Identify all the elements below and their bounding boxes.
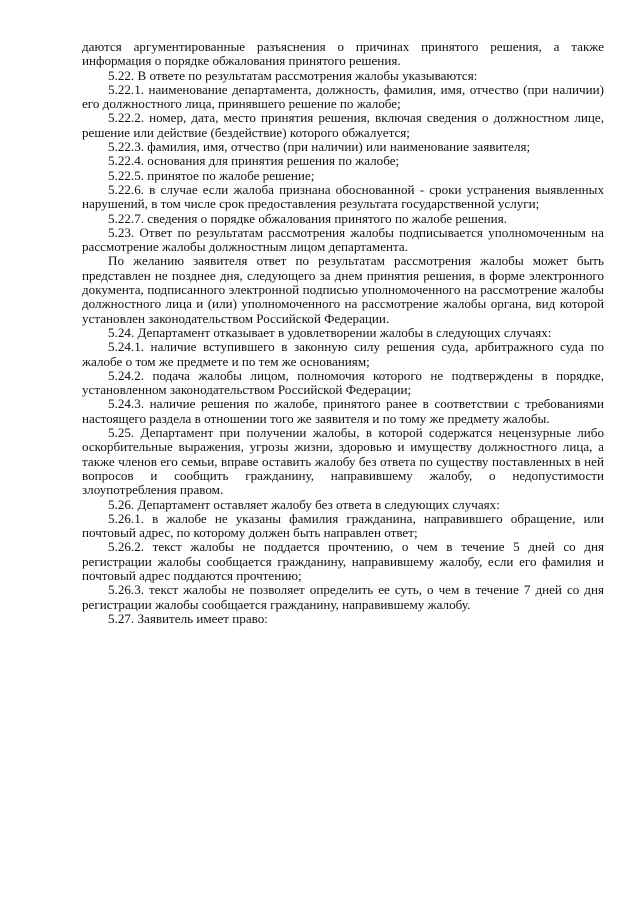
paragraph-5-22-1: 5.22.1. наименование департамента, должность, фамилия, имя, отчество (при наличии) его должностного лица, принявшего решение по жалобе; [82,81,604,112]
paragraph-5-22-6: 5.22.6. в случае если жалоба признана обоснованной - сроки устранения выявленных нарушений, в том числе срок предоставления результата государственной услуги; [82,181,604,212]
paragraph-5-22-5: 5.22.5. принятое по жалобе решение; [108,167,315,183]
paragraph-5-26-3: 5.26.3. текст жалобы не позволяет определить ее суть, о чем в течение 7 дней со дня регистрации жалобы сообщается гражданину, направившему жалобу. [82,582,604,612]
paragraph-5-24: 5.24. Департамент отказывает в удовлетворении жалобы в следующих случаях: [108,324,552,340]
paragraph-5-24-2: 5.24.2. подача жалобы лицом, полномочия которого не подтверждены в порядке, установленном законодательством Российской Федерации; [82,367,604,398]
paragraph-5-22-4: 5.22.4. основания для принятия решения по жалобе; [108,153,400,169]
paragraph-continuation: даются аргументированные разъяснения о причинах принятого решения, а также информация о порядке обжалования принятого решения. [82,39,604,69]
document-page [82,40,604,626]
paragraph-5-26: 5.26. Департамент оставляет жалобу без ответа в следующих случаях: [108,496,500,512]
paragraph-5-26-1: 5.26.1. в жалобе не указаны фамилия гражданина, направившего обращение, или почтовый адрес, по которому должен быть направлен ответ; [82,510,604,541]
paragraph-5-22: 5.22. В ответе по результатам рассмотрения жалобы указываются: [108,67,478,83]
paragraph-5-22-2: 5.22.2. номер, дата, место принятия решения, включая сведения о должностном лице, решение или действие (бездействие) которого обжалуется; [82,110,604,140]
paragraph-5-25: 5.25. Департамент при получении жалобы, в которой содержатся нецензурные либо оскорбительные выражения, угрозы жизни, здоровью и имуществу должностного лица, а также членов его семьи, вправе оставить жалобу без ответа по существу поставленных в ней вопросов и сообщить гражданину, направившему жалобу, о недопустимости злоупотребления правом. [82,425,604,498]
paragraph-5-23: 5.23. Ответ по результатам рассмотрения жалобы подписывается уполномоченным на рассмотрение жалобы должностным лицом департамента. [82,224,604,255]
paragraph-5-24-1: 5.24.1. наличие вступившего в законную силу решения суда, арбитражного суда по жалобе о том же предмете и по тем же основаниям; [82,339,604,369]
paragraph-electronic-response: По желанию заявителя ответ по результатам рассмотрения жалобы может быть представлен не позднее дня, следующего за днем принятия решения, в форме электронного документа, подписанного электронной подписью уполномоченного на рассмотрение жалобы должностного лица и (или) уполномоченного на рассмотрение жалобы органа, вид которой установлен законодательством Российской Федерации. [82,253,604,326]
paragraph-5-22-3: 5.22.3. фамилия, имя, отчество (при наличии) или наименование заявителя; [108,139,531,155]
paragraph-5-24-3: 5.24.3. наличие решения по жалобе, принятого ранее в соответствии с требованиями настоящего раздела в отношении того же заявителя и по тому же предмету жалобы. [82,396,604,426]
paragraph-5-26-2: 5.26.2. текст жалобы не поддается прочтению, о чем в течение 5 дней со дня регистрации жалобы сообщается гражданину, направившему жалобу, если его фамилия и почтовый адрес поддаются прочтению; [82,539,604,583]
paragraph-5-22-7: 5.22.7. сведения о порядке обжалования принятого по жалобе решения. [108,210,507,226]
paragraph-5-27: 5.27. Заявитель имеет право: [108,610,268,626]
